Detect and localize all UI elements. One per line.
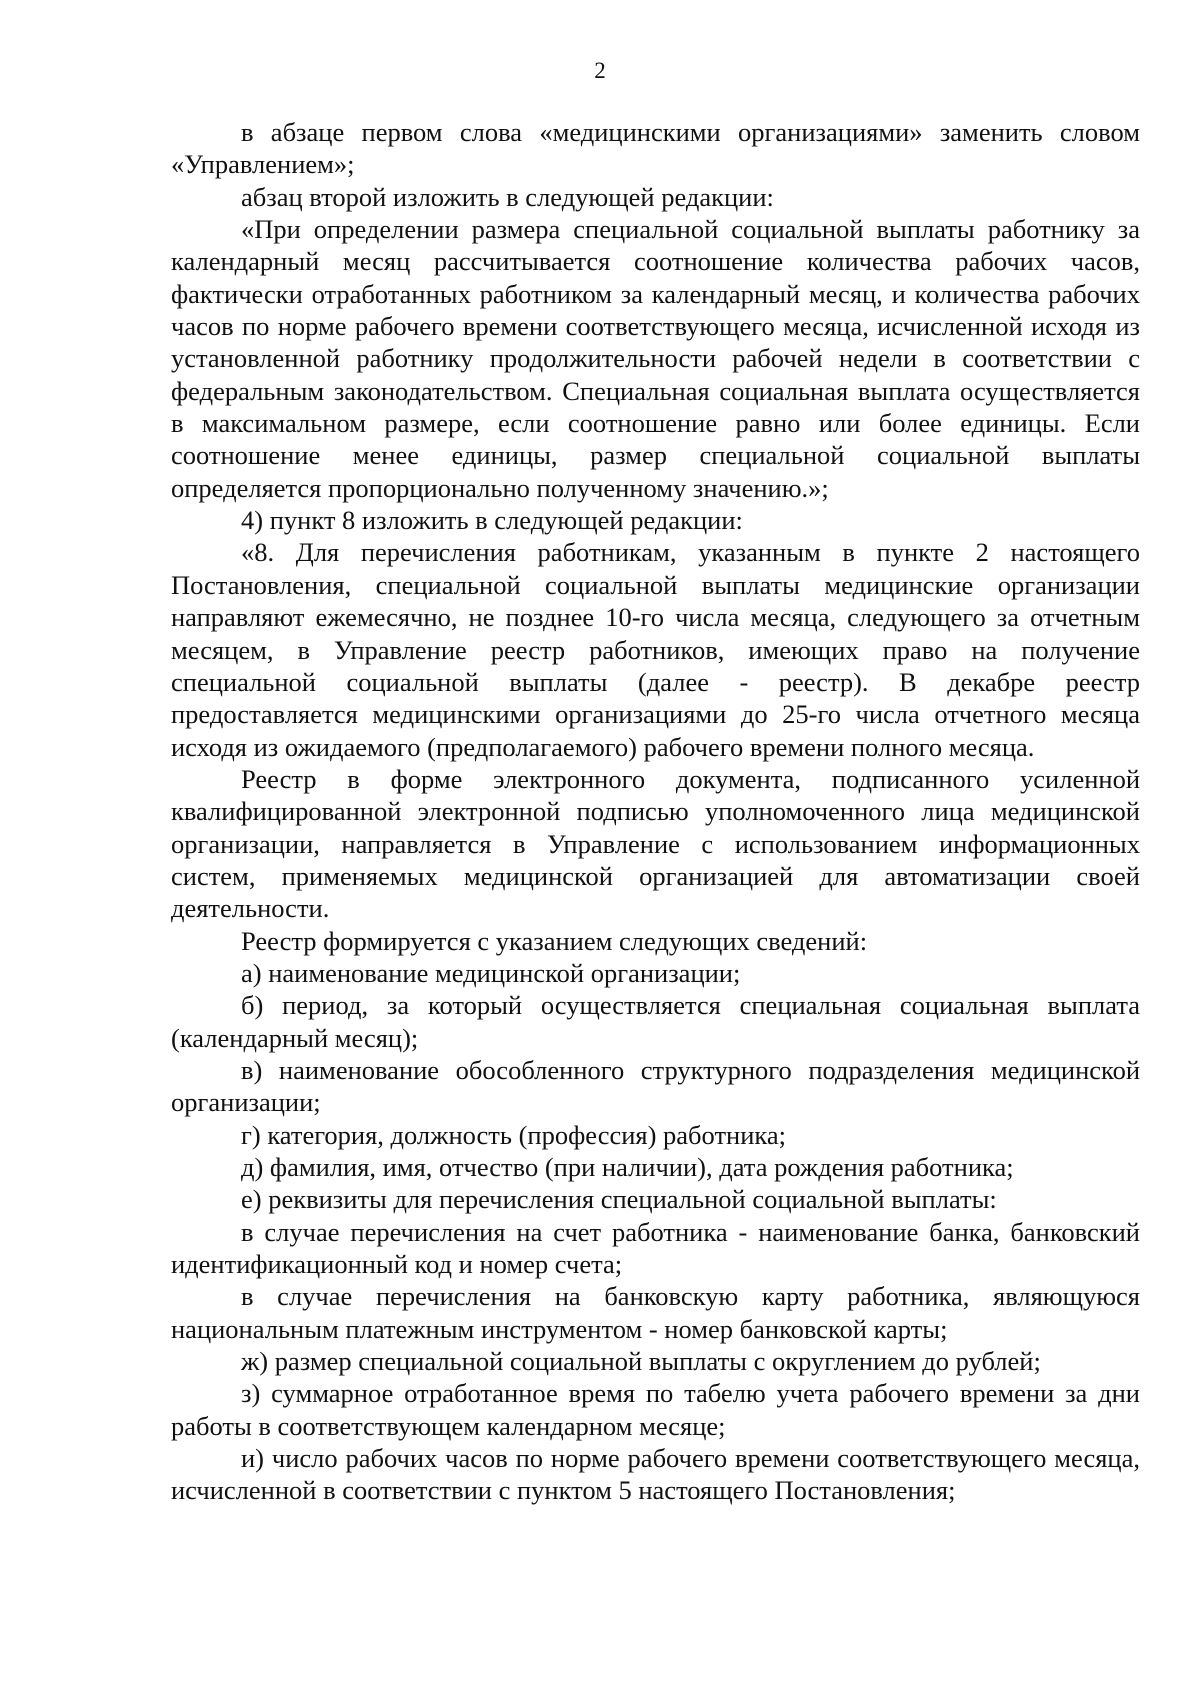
sub-item-card: в случае перечисления на банковскую карту работника, являющуюся национальным платежным инструментом - номер банковской карты; (171, 1281, 1140, 1344)
document-body (171, 116, 1140, 1507)
list-item-zh: ж) размер специальной социальной выплаты с округлением до рублей; (241, 1346, 1041, 1377)
paragraph-6: Реестр в форме электронного документа, подписанного усиленной квалифицированной электронной подписью уполномоченного лица медицинской организации, направляется в Управление с использованием информационных систем, применяемых медицинской организацией для автоматизации своей деятельности. (171, 763, 1140, 924)
paragraph-4: 4) пункт 8 изложить в следующей редакции: (241, 505, 743, 536)
list-item-b: б) период, за который осуществляется специальная социальная выплата (календарный месяц); (171, 990, 1140, 1053)
paragraph-2: абзац второй изложить в следующей редакции: (241, 181, 774, 212)
paragraph-5: «8. Для перечисления работникам, указанным в пункте 2 настоящего Постановления, специальной социальной выплаты медицинские организации направляют ежемесячно, не позднее 10-го числа месяца, следующего за отчетным месяцем, в Управление реестр работников, имеющих право на получение специальной социальной выплаты (далее - реестр). В декабре реестр предоставляется медицинскими организациями до 25-го числа отчетного месяца исходя из ожидаемого (предполагаемого) рабочего времени полного месяца. (171, 537, 1140, 762)
list-item-i: и) число рабочих часов по норме рабочего времени соответствующего месяца, исчисленной в соответствии с пунктом 5 настоящего Постановления; (171, 1443, 1140, 1506)
sub-item-account: в случае перечисления на счет работника - наименование банка, банковский идентификационный код и номер счета; (171, 1216, 1140, 1280)
list-item-v: в) наименование обособленного структурного подразделения медицинской организации; (171, 1054, 1140, 1118)
paragraph-7: Реестр формируется с указанием следующих сведений: (241, 925, 868, 956)
list-item-a: а) наименование медицинской организации; (241, 957, 741, 988)
list-item-e: е) реквизиты для перечисления специальной социальной выплаты: (241, 1184, 997, 1215)
paragraph-3: «При определении размера специальной социальной выплаты работнику за календарный месяц рассчитывается соотношение количества рабочих часов, фактически отработанных работником за календарный месяц, и количества рабочих часов по норме рабочего времени соответствующего месяца, исчисленной исходя из установленной работнику продолжительности рабочей недели в соответствии с федеральным законодательством. Специальная социальная выплата осуществляется в максимальном размере, если соотношение равно или более единицы. Если соотношение менее единицы, размер специальной социальной выплаты определяется пропорционально полученному значению.»; (171, 214, 1140, 503)
page-number: 2 (594, 58, 606, 83)
list-item-z: з) суммарное отработанное время по табелю учета рабочего времени за дни работы в соответствующем календарном месяце; (171, 1378, 1140, 1441)
list-item-d: д) фамилия, имя, отчество (при наличии), дата рождения работника; (241, 1152, 1014, 1182)
list-item-g: г) категория, должность (профессия) работника; (241, 1119, 786, 1150)
paragraph-1: в абзаце первом слова «медицинскими организациями» заменить словом «Управлением»; (171, 117, 1140, 180)
